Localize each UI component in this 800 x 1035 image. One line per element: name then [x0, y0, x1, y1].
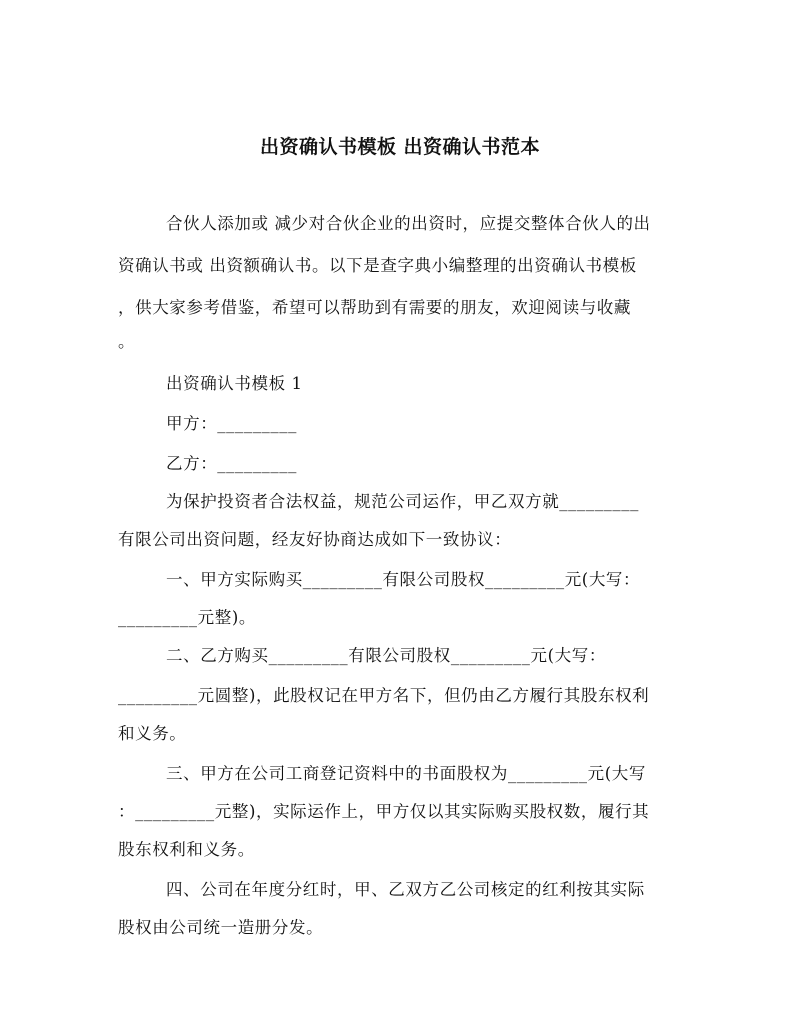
template-heading: 出资确认书模板 1 — [166, 374, 303, 393]
party-a-line: 甲方：_________ — [166, 414, 297, 433]
clause-4-line-2: 股权由公司统一造册分发。 — [118, 918, 324, 937]
intro-line-4: 。 — [118, 332, 136, 351]
document-title: 出资确认书模板 出资确认书范本 — [259, 136, 541, 158]
party-b-line: 乙方：_________ — [166, 454, 297, 473]
clause-1-line-1: 一、甲方实际购买_________有限公司股权_________元(大写： — [166, 570, 641, 589]
intro-line-2: 资确认书或 出资额确认书。以下是查字典小编整理的出资确认书模板 — [118, 256, 637, 275]
clause-4-line-1: 四、公司在年度分红时，甲、乙双方乙公司核定的红利按其实际 — [166, 880, 645, 899]
clause-3-line-1: 三、甲方在公司工商登记资料中的书面股权为_________元(大写 — [166, 764, 646, 783]
clause-2-line-3: 和义务。 — [118, 724, 187, 743]
clause-3-line-2: ：_________元整)，实际运作上，甲方仅以其实际购买股权数，履行其 — [118, 802, 650, 821]
preamble-line-2: 有限公司出资问题，经友好协商达成如下一致协议： — [118, 530, 512, 549]
clause-2-line-2: _________元圆整)，此股权记在甲方名下，但仍由乙方履行其股东权利 — [118, 686, 650, 705]
preamble-line-1: 为保护投资者合法权益，规范公司运作，甲乙双方就_________ — [166, 492, 639, 511]
clause-2-line-1: 二、乙方购买_________有限公司股权_________元(大写： — [166, 646, 606, 665]
intro-line-3: ，供大家参考借鉴，希望可以帮助到有需要的朋友，欢迎阅读与收藏 — [118, 298, 631, 317]
clause-1-line-2: _________元整)。 — [118, 608, 256, 627]
clause-3-line-3: 股东权利和义务。 — [118, 840, 255, 859]
intro-line-1: 合伙人添加或 减少对合伙企业的出资时，应提交整体合伙人的出 — [166, 214, 651, 233]
